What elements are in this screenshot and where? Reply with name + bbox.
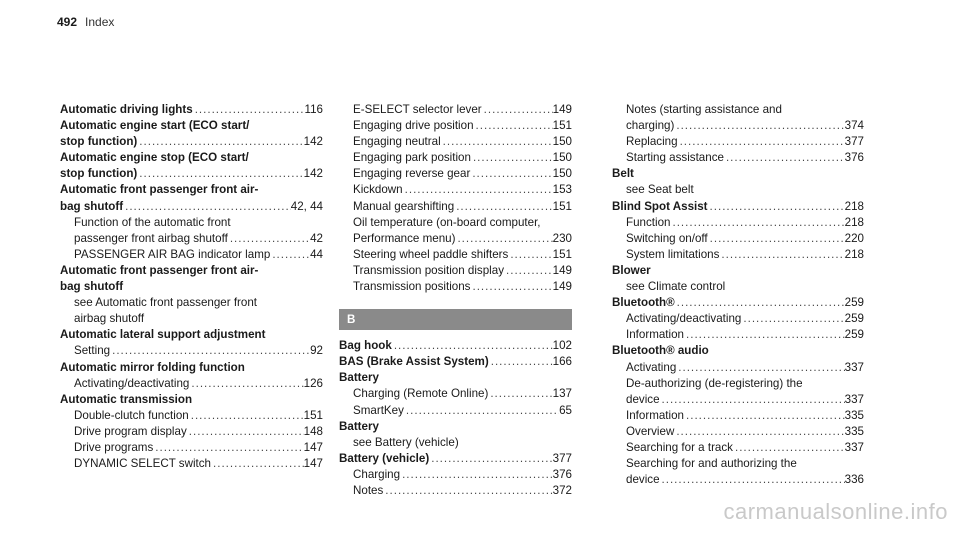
dot-leader [470, 166, 552, 182]
entry-text: device [626, 473, 660, 487]
index-subentry [339, 182, 572, 198]
entry-text: Transmission positions [353, 280, 471, 294]
entry-text: PASSENGER AIR BAG indicator lamp [74, 247, 271, 261]
index-subentry [612, 376, 864, 392]
page-number: 492 [57, 15, 78, 29]
dot-leader [123, 199, 291, 215]
page-reference: 65 [559, 403, 572, 417]
entry-text: Notes [353, 483, 384, 497]
entry-text: BAS (Brake Assist System) [339, 355, 489, 369]
page-reference: 151 [303, 408, 323, 422]
index-entry [60, 327, 323, 343]
entry-text: see Climate control [626, 280, 726, 294]
entry-text: Engaging neutral [353, 135, 441, 149]
page-reference: 116 [304, 103, 323, 116]
index-subentry [612, 279, 864, 295]
entry-text: Activating [626, 360, 677, 374]
index-subentry [612, 327, 864, 343]
index-subentry [339, 231, 572, 247]
index-subentry [612, 247, 864, 263]
dot-leader [187, 424, 304, 440]
index-subentry [60, 424, 323, 440]
index-subentry [339, 483, 572, 499]
page-reference: 218 [844, 247, 864, 261]
entry-text: Battery [339, 371, 379, 385]
index-entry [60, 182, 323, 198]
index-column-3 [612, 102, 864, 488]
entry-text: Battery [339, 419, 379, 433]
entry-text: Automatic engine stop (ECO start/ [60, 151, 249, 165]
page-reference: 150 [552, 135, 572, 149]
index-subentry [60, 456, 323, 472]
dot-leader [471, 150, 553, 166]
dot-leader [675, 295, 845, 311]
page-reference: 335 [844, 424, 864, 438]
entry-text: airbag shutoff [74, 312, 145, 326]
index-subentry [612, 231, 864, 247]
entry-text: Automatic transmission [60, 392, 193, 406]
page-reference: 42 [310, 231, 323, 245]
index-subentry [612, 311, 864, 327]
page-reference: 126 [303, 376, 323, 390]
entry-text: System limitations [626, 247, 720, 261]
page-reference: 218 [844, 215, 864, 229]
index-subentry [612, 360, 864, 376]
dot-leader [504, 263, 553, 279]
entry-text: SmartKey [353, 403, 404, 417]
entry-text: Steering wheel paddle shifters [353, 247, 509, 261]
index-subentry [339, 263, 572, 279]
page-reference: 377 [552, 451, 572, 465]
page-reference: 147 [303, 440, 323, 454]
dot-leader [400, 467, 553, 483]
index-entry [60, 118, 323, 134]
entry-text: bag shutoff [60, 199, 124, 213]
dot-leader [660, 392, 845, 408]
entry-text: Switching on/off [626, 231, 708, 245]
dot-leader [429, 451, 552, 467]
dot-leader [724, 150, 845, 166]
entry-text: Belt [612, 167, 634, 181]
page-reference: 137 [552, 387, 572, 401]
index-subentry [60, 343, 323, 359]
entry-text: Automatic front passenger front air- [60, 183, 259, 197]
index-subentry [339, 467, 572, 483]
page-reference: 377 [844, 135, 864, 149]
index-entry [60, 360, 323, 376]
dot-leader [137, 166, 303, 182]
page-reference: 153 [552, 183, 572, 197]
page-reference: 374 [844, 119, 864, 133]
entry-text: Blower [612, 263, 651, 277]
index-subentry [339, 102, 572, 118]
index-entry [612, 166, 864, 182]
entry-text: Engaging drive position [353, 119, 474, 133]
dot-leader [660, 472, 845, 488]
entry-text: Automatic front passenger front air- [60, 263, 259, 277]
page-reference: 259 [844, 312, 864, 326]
entry-text: Automatic driving lights [60, 103, 193, 116]
index-subentry [339, 386, 572, 402]
dot-leader [684, 327, 845, 343]
index-subentry [60, 440, 323, 456]
dot-leader [211, 456, 304, 472]
page-reference: 147 [303, 457, 323, 471]
entry-text: see Automatic front passenger front [74, 296, 258, 310]
dot-leader [441, 134, 553, 150]
page-reference: 220 [844, 231, 864, 245]
page-reference: 218 [844, 199, 864, 213]
page-reference: 372 [552, 483, 572, 497]
index-subentry [60, 408, 323, 424]
index-subentry [339, 199, 572, 215]
entry-text: bag shutoff [60, 280, 124, 294]
index-entry [60, 166, 323, 182]
page-reference: 259 [844, 296, 864, 310]
page-reference: 150 [552, 151, 572, 165]
dot-leader [455, 231, 552, 247]
entry-text: Blind Spot Assist [612, 199, 708, 213]
entry-text: Automatic mirror folding function [60, 360, 245, 374]
dot-leader [228, 231, 310, 247]
entry-text: Manual gearshifting [353, 199, 455, 213]
dot-leader [383, 483, 552, 499]
dot-leader [110, 343, 310, 359]
index-subentry [339, 150, 572, 166]
entry-text: Bluetooth® audio [612, 344, 709, 358]
entry-text: E-SELECT selector lever [353, 103, 482, 116]
dot-leader [733, 440, 845, 456]
index-subentry [339, 435, 572, 451]
entry-text: stop function) [60, 167, 138, 181]
entry-text: Searching for and authorizing the [626, 457, 797, 471]
page-header [57, 15, 114, 29]
index-subentry [612, 392, 864, 408]
page-reference: 149 [552, 263, 572, 277]
index-subentry [60, 376, 323, 392]
dot-leader [741, 311, 844, 327]
entry-text: Double-clutch function [74, 408, 189, 422]
index-subentry [612, 150, 864, 166]
entry-text: device [626, 392, 660, 406]
index-entry [60, 263, 323, 279]
index-subentry [60, 247, 323, 263]
index-entry [339, 370, 572, 386]
entry-text: Automatic engine start (ECO start/ [60, 119, 250, 133]
index-subentry [339, 247, 572, 263]
index-subentry [612, 424, 864, 440]
page-reference: 42, 44 [290, 199, 323, 213]
entry-text: Notes (starting assistance and [626, 103, 782, 116]
dot-leader [474, 118, 553, 134]
entry-text: see Seat belt [626, 183, 694, 197]
dot-leader [403, 182, 553, 198]
index-subentry [339, 134, 572, 150]
entry-text: charging) [626, 119, 675, 133]
page-reference: 335 [844, 408, 864, 422]
index-entry [60, 102, 323, 118]
index-subentry [612, 182, 864, 198]
dot-leader [489, 354, 553, 370]
entry-text: Battery (vehicle) [339, 451, 430, 465]
index-subentry [612, 102, 864, 118]
index-entry [339, 451, 572, 467]
page-reference: 148 [303, 424, 323, 438]
entry-text: see Battery (vehicle) [353, 435, 459, 449]
dot-leader [508, 247, 552, 263]
entry-text: Function of the automatic front [74, 215, 231, 229]
dot-leader [708, 199, 845, 215]
page-reference: 92 [310, 344, 323, 358]
page-reference: 142 [303, 135, 323, 149]
index-column-1 [60, 102, 323, 472]
entry-text: Starting assistance [626, 151, 724, 165]
index-subentry [60, 231, 323, 247]
page-reference: 151 [552, 119, 572, 133]
dot-leader [678, 134, 845, 150]
entry-text: Drive program display [74, 424, 187, 438]
dot-leader [708, 231, 845, 247]
dot-leader [189, 376, 303, 392]
index-entry [339, 338, 572, 354]
entry-text: Setting [74, 344, 111, 358]
section-title: Index [85, 15, 115, 29]
entry-text: Searching for a track [626, 440, 733, 454]
entry-text: Charging (Remote Online) [353, 387, 489, 401]
index-entry [339, 354, 572, 370]
section-letter-bar: B [339, 309, 572, 330]
dot-leader [404, 403, 559, 419]
index-entry [60, 279, 323, 295]
entry-text: Bag hook [339, 339, 392, 353]
watermark: carmanualsonline.info [723, 499, 948, 524]
page-reference: 102 [552, 339, 572, 353]
page-reference: 336 [844, 473, 864, 487]
index-subentry [612, 472, 864, 488]
dot-leader [189, 408, 304, 424]
entry-text: Automatic lateral support adjustment [60, 328, 266, 342]
entry-text: Function [626, 215, 671, 229]
index-entry [612, 199, 864, 215]
dot-leader [488, 386, 552, 402]
index-entry [612, 263, 864, 279]
page-reference: 149 [552, 103, 572, 116]
dot-leader [684, 408, 845, 424]
index-entry [612, 343, 864, 359]
index-subentry [339, 166, 572, 182]
entry-text: Overview [626, 424, 675, 438]
dot-leader [674, 424, 844, 440]
index-entry [612, 295, 864, 311]
index-subentry [60, 311, 323, 327]
dot-leader [482, 102, 553, 118]
dot-leader [470, 279, 552, 295]
entry-text: Information [626, 328, 684, 342]
entry-text: De-authorizing (de-registering) the [626, 376, 803, 390]
page-reference: 376 [844, 151, 864, 165]
entry-text: Engaging reverse gear [353, 167, 471, 181]
page-reference: 149 [552, 280, 572, 294]
index-subentry [612, 440, 864, 456]
page-reference: 259 [844, 328, 864, 342]
entry-text: Bluetooth® [612, 296, 675, 310]
dot-leader [454, 199, 552, 215]
page-reference: 142 [303, 167, 323, 181]
page-reference: 151 [552, 247, 572, 261]
page-reference: 44 [310, 247, 323, 261]
entry-text: Replacing [626, 135, 678, 149]
index-entry [60, 392, 323, 408]
dot-leader [392, 338, 553, 354]
page-reference: 166 [552, 355, 572, 369]
entry-text: Kickdown [353, 183, 403, 197]
entry-text: Activating/deactivating [626, 312, 742, 326]
entry-text: stop function) [60, 135, 138, 149]
index-entry [60, 134, 323, 150]
dot-leader [674, 118, 844, 134]
index-entry [339, 419, 572, 435]
entry-text: Drive programs [74, 440, 154, 454]
page-reference: 337 [844, 440, 864, 454]
page-reference: 151 [552, 199, 572, 213]
page-reference: 230 [552, 231, 572, 245]
entry-text: Engaging park position [353, 151, 471, 165]
index-entry [60, 150, 323, 166]
index-subentry [612, 215, 864, 231]
entry-text: Performance menu) [353, 231, 456, 245]
page-reference: 150 [552, 167, 572, 181]
index-subentry [339, 118, 572, 134]
dot-leader [137, 134, 303, 150]
dot-leader [719, 247, 844, 263]
index-subentry [339, 215, 572, 231]
index-column-2 [339, 102, 572, 499]
entry-text: DYNAMIC SELECT switch [74, 457, 212, 471]
index-subentry [60, 215, 323, 231]
index-entry [60, 199, 323, 215]
index-subentry [339, 279, 572, 295]
index-subentry [612, 134, 864, 150]
page-reference: 337 [844, 392, 864, 406]
dot-leader [193, 102, 305, 118]
dot-leader [270, 247, 310, 263]
entry-text: Transmission position display [353, 263, 504, 277]
entry-text: Charging [353, 467, 401, 481]
entry-text: Activating/deactivating [74, 376, 190, 390]
index-subentry [60, 295, 323, 311]
page-reference: 337 [844, 360, 864, 374]
entry-text: Oil temperature (on-board computer, [353, 215, 541, 229]
dot-leader [670, 215, 844, 231]
page-reference: 376 [552, 467, 572, 481]
entry-text: Information [626, 408, 684, 422]
entry-text: passenger front airbag shutoff [74, 231, 228, 245]
dot-leader [153, 440, 303, 456]
index-subentry [339, 403, 572, 419]
index-subentry [612, 456, 864, 472]
index-subentry [612, 408, 864, 424]
dot-leader [676, 360, 844, 376]
index-subentry [612, 118, 864, 134]
